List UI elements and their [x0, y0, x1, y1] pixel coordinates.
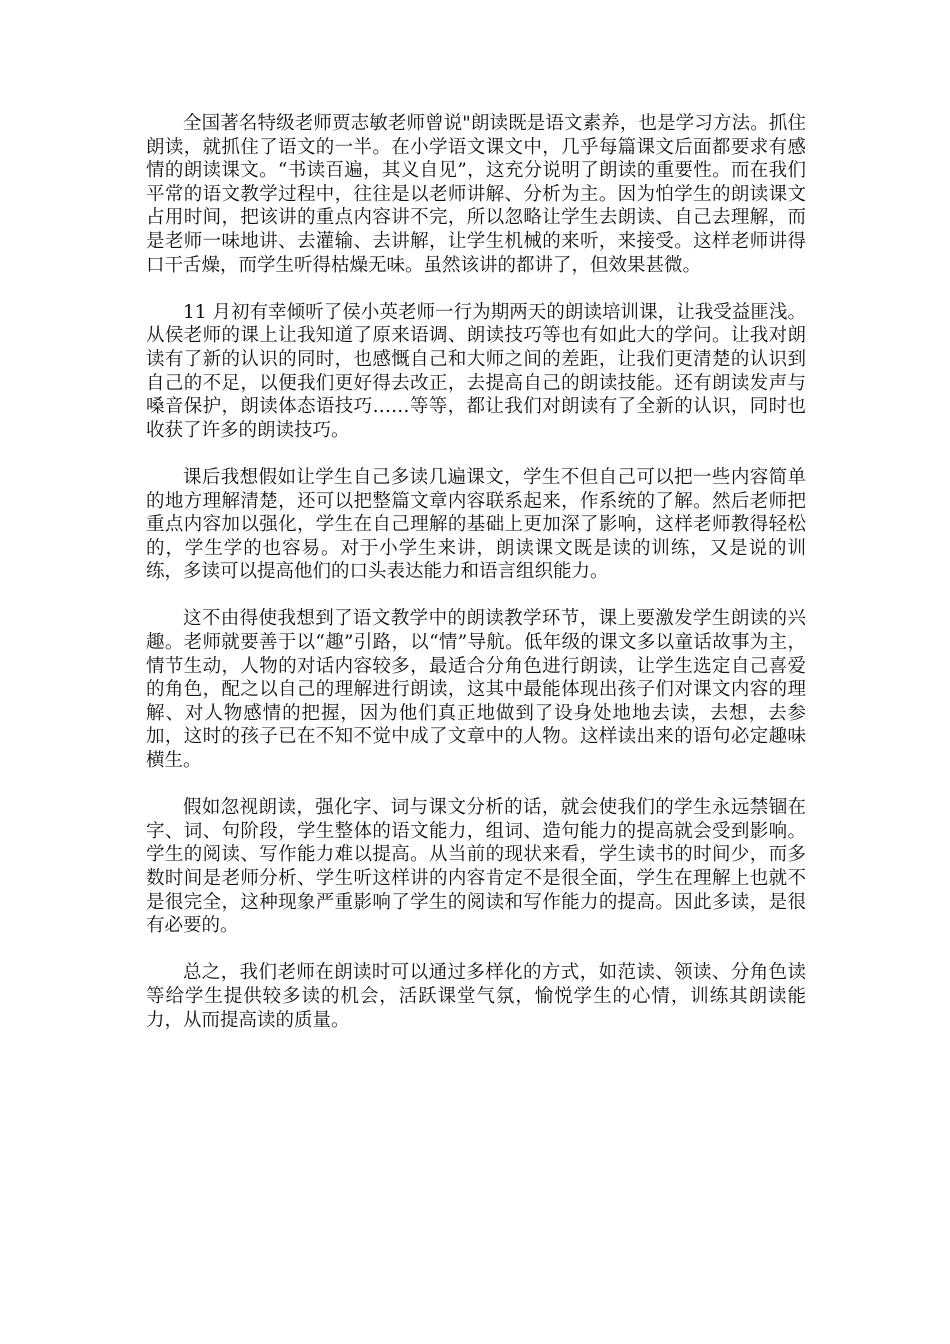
- paragraph-3: 课后我想假如让学生自己多读几遍课文，学生不但自己可以把一些内容简单的地方理解清楚，还可以把整篇文章内容联系起来，作系统的了解。然后老师把重点内容加以强化，学生在自己理解的基础上更加深了影响，这样老师教得轻松的，学生学的也容易。对于小学生来讲，朗读课文既是读的训练，又是说的训练，多读可以提高他们的口头表达能力和语言组织能力。: [146, 466, 806, 583]
- paragraph-4: 这不由得使我想到了语文教学中的朗读教学环节，课上要激发学生朗读的兴趣。老师就要善于以“趣”引路，以“情”导航。低年级的课文多以童话故事为主，情节生动，人物的对话内容较多，最适合分角色进行朗读，让学生选定自己喜爱的角色，配之以自己的理解进行朗读，这其中最能体现出孩子们对课文内容的理解、对人物感情的把握，因为他们真正地做到了设身处地地去读，去想，去参加，这时的孩子已在不知不觉中成了文章中的人物。这样读出来的语句必定趣味横生。: [146, 608, 806, 772]
- paragraph-5: 假如忽视朗读，强化字、词与课文分析的话，就会使我们的学生永远禁锢在字、词、句阶段，学生整体的语文能力，组词、造句能力的提高就会受到影响。学生的阅读、写作能力难以提高。从当前的现状来看，学生读书的时间少，而多数时间是老师分析、学生听这样讲的内容肯定不是很全面，学生在理解上也就不是很完全，这种现象严重影响了学生的阅读和写作能力的提高。因此多读，是很有必要的。: [146, 797, 806, 937]
- paragraph-6: 总之，我们老师在朗读时可以通过多样化的方式，如范读、领读、分角色读等给学生提供较多读的机会，活跃课堂气氛，愉悦学生的心情，训练其朗读能力，从而提高读的质量。: [146, 962, 806, 1031]
- paragraph-2: 11 月初有幸倾听了侯小英老师一行为期两天的朗读培训课，让我受益匪浅。从侯老师的课上让我知道了原来语调、朗读技巧等也有如此大的学问。让我对朗读有了新的认识的同时，也感慨自己和大师之间的差距，让我们更清楚的认识到自己的不足，以便我们更好得去改正，去提高自己的朗读技能。还有朗读发声与嗓音保护，朗读体态语技巧……等等，都让我们对朗读有了全新的认识，同时也收获了许多的朗读技巧。: [146, 301, 806, 441]
- paragraph-1: 全国著名特级老师贾志敏老师曾说"朗读既是语文素养，也是学习方法。抓住朗读，就抓住了语文的一半。在小学语文课文中，几乎每篇课文后面都要求有感情的朗读课文。“书读百遍，其义自见”，这充分说明了朗读的重要性。而在我们平常的语文教学过程中，往往是以老师讲解、分析为主。因为怕学生的朗读课文占用时间，把该讲的重点内容讲不完，所以忽略让学生去朗读、自己去理解，而是老师一味地讲、去灌输、去讲解，让学生机械的来听，来接受。这样老师讲得口干舌燥，而学生听得枯燥无味。虽然该讲的都讲了，但效果甚微。: [146, 113, 806, 276]
- document-body: [146, 112, 806, 1056]
